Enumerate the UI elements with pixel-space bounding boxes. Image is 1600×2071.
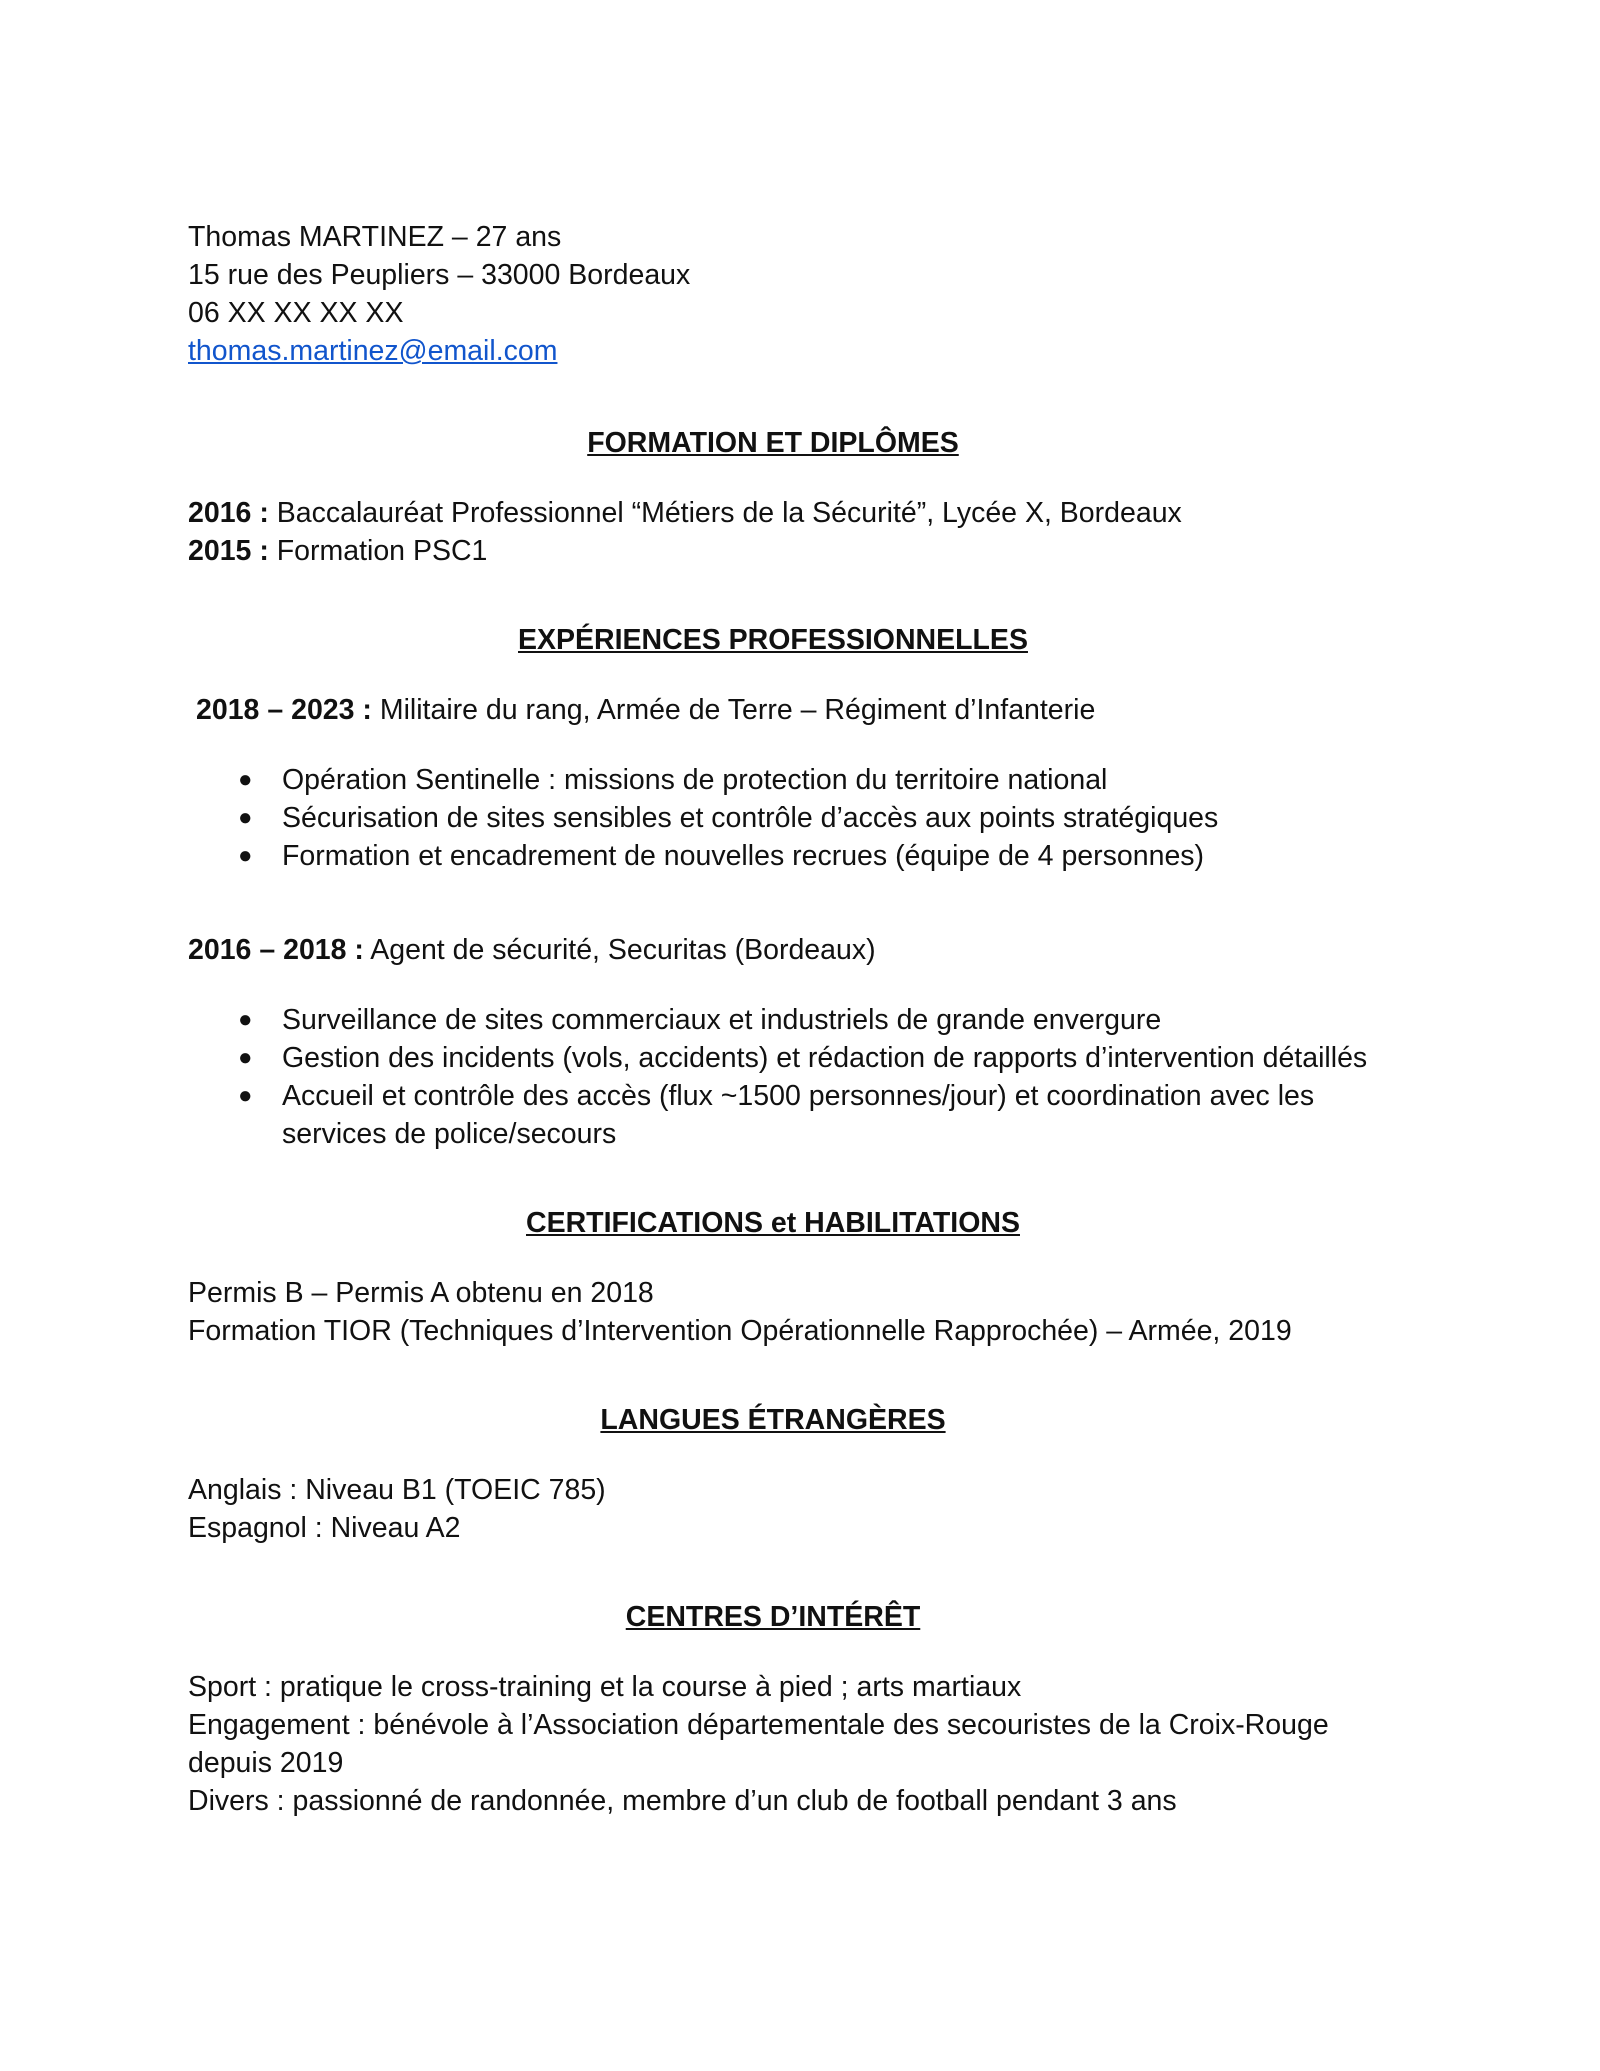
section-heading-langues: LANGUES ÉTRANGÈRES	[600, 1404, 946, 1436]
job-bullet: ● Accueil et contrôle des accès (flux ~1500 personnes/jour) et coordination avec les services de police/secours	[188, 1077, 1392, 1153]
bullet-dot-icon: ●	[238, 1082, 253, 1109]
contact-block	[188, 218, 1418, 370]
contact-phone: 06 XX XX XX XX	[188, 297, 404, 329]
bullet-dot-icon: ●	[238, 804, 253, 831]
job-header	[188, 931, 1418, 969]
job-bullet-list	[188, 761, 1418, 875]
formation-item	[188, 494, 1418, 532]
langues-list	[188, 1471, 1418, 1547]
section-heading-experiences: EXPÉRIENCES PROFESSIONNELLES	[518, 624, 1028, 656]
section-heading-interets: CENTRES D’INTÉRÊT	[625, 1601, 921, 1633]
formation-year: 2016 :	[188, 497, 269, 529]
certification-item: Formation TIOR (Techniques d’Intervention Opérationnelle Rapprochée) – Armée, 2019	[188, 1315, 1292, 1347]
job-entry	[188, 691, 1418, 875]
certifications-list	[188, 1274, 1418, 1350]
job-period: 2018 – 2023 :	[196, 694, 372, 726]
interet-item: Divers : passionné de randonnée, membre d’un club de football pendant 3 ans	[188, 1785, 1177, 1817]
job-bullet-list	[188, 1001, 1418, 1153]
langue-item: Anglais : Niveau B1 (TOEIC 785)	[188, 1474, 606, 1506]
formation-list	[188, 494, 1418, 570]
job-period: 2016 – 2018 :	[188, 934, 364, 966]
job-bullet: ● Gestion des incidents (vols, accidents) et rédaction de rapports d’intervention détaillés	[188, 1039, 1392, 1077]
contact-address: 15 rue des Peupliers – 33000 Bordeaux	[188, 259, 691, 291]
bullet-dot-icon: ●	[238, 1006, 253, 1033]
job-bullet: ● Surveillance de sites commerciaux et industriels de grande envergure	[188, 1001, 1392, 1039]
job-entry	[188, 931, 1418, 1153]
contact-email-link[interactable]: thomas.martinez@email.com	[188, 335, 558, 367]
formation-year: 2015 :	[188, 535, 269, 567]
job-title: Agent de sécurité, Securitas (Bordeaux)	[363, 934, 876, 966]
job-title: Militaire du rang, Armée de Terre – Régiment d’Infanterie	[371, 694, 1096, 726]
interet-item: Sport : pratique le cross-training et la course à pied ; arts martiaux	[188, 1671, 1022, 1703]
job-header	[188, 691, 1418, 729]
formation-text: Baccalauréat Professionnel “Métiers de la Sécurité”, Lycée X, Bordeaux	[268, 497, 1182, 529]
job-bullet: ● Sécurisation de sites sensibles et contrôle d’accès aux points stratégiques	[188, 799, 1392, 837]
job-bullet: ● Opération Sentinelle : missions de protection du territoire national	[188, 761, 1392, 799]
langue-item: Espagnol : Niveau A2	[188, 1512, 461, 1544]
formation-text: Formation PSC1	[268, 535, 488, 567]
bullet-dot-icon: ●	[238, 1044, 253, 1071]
section-heading-certifications: CERTIFICATIONS et HABILITATIONS	[526, 1207, 1020, 1239]
contact-name-age: Thomas MARTINEZ – 27 ans	[188, 221, 562, 253]
interet-item: Engagement : bénévole à l’Association départementale des secouristes de la Croix-Rouge depuis 2019	[188, 1709, 1329, 1779]
bullet-dot-icon: ●	[238, 766, 253, 793]
resume-page	[188, 218, 1418, 1820]
job-bullet: ● Formation et encadrement de nouvelles recrues (équipe de 4 personnes)	[188, 837, 1392, 875]
interets-list	[188, 1668, 1418, 1820]
bullet-dot-icon: ●	[238, 842, 253, 869]
formation-item	[188, 532, 1418, 570]
section-heading-formation: FORMATION ET DIPLÔMES	[587, 427, 959, 459]
certification-item: Permis B – Permis A obtenu en 2018	[188, 1277, 654, 1309]
